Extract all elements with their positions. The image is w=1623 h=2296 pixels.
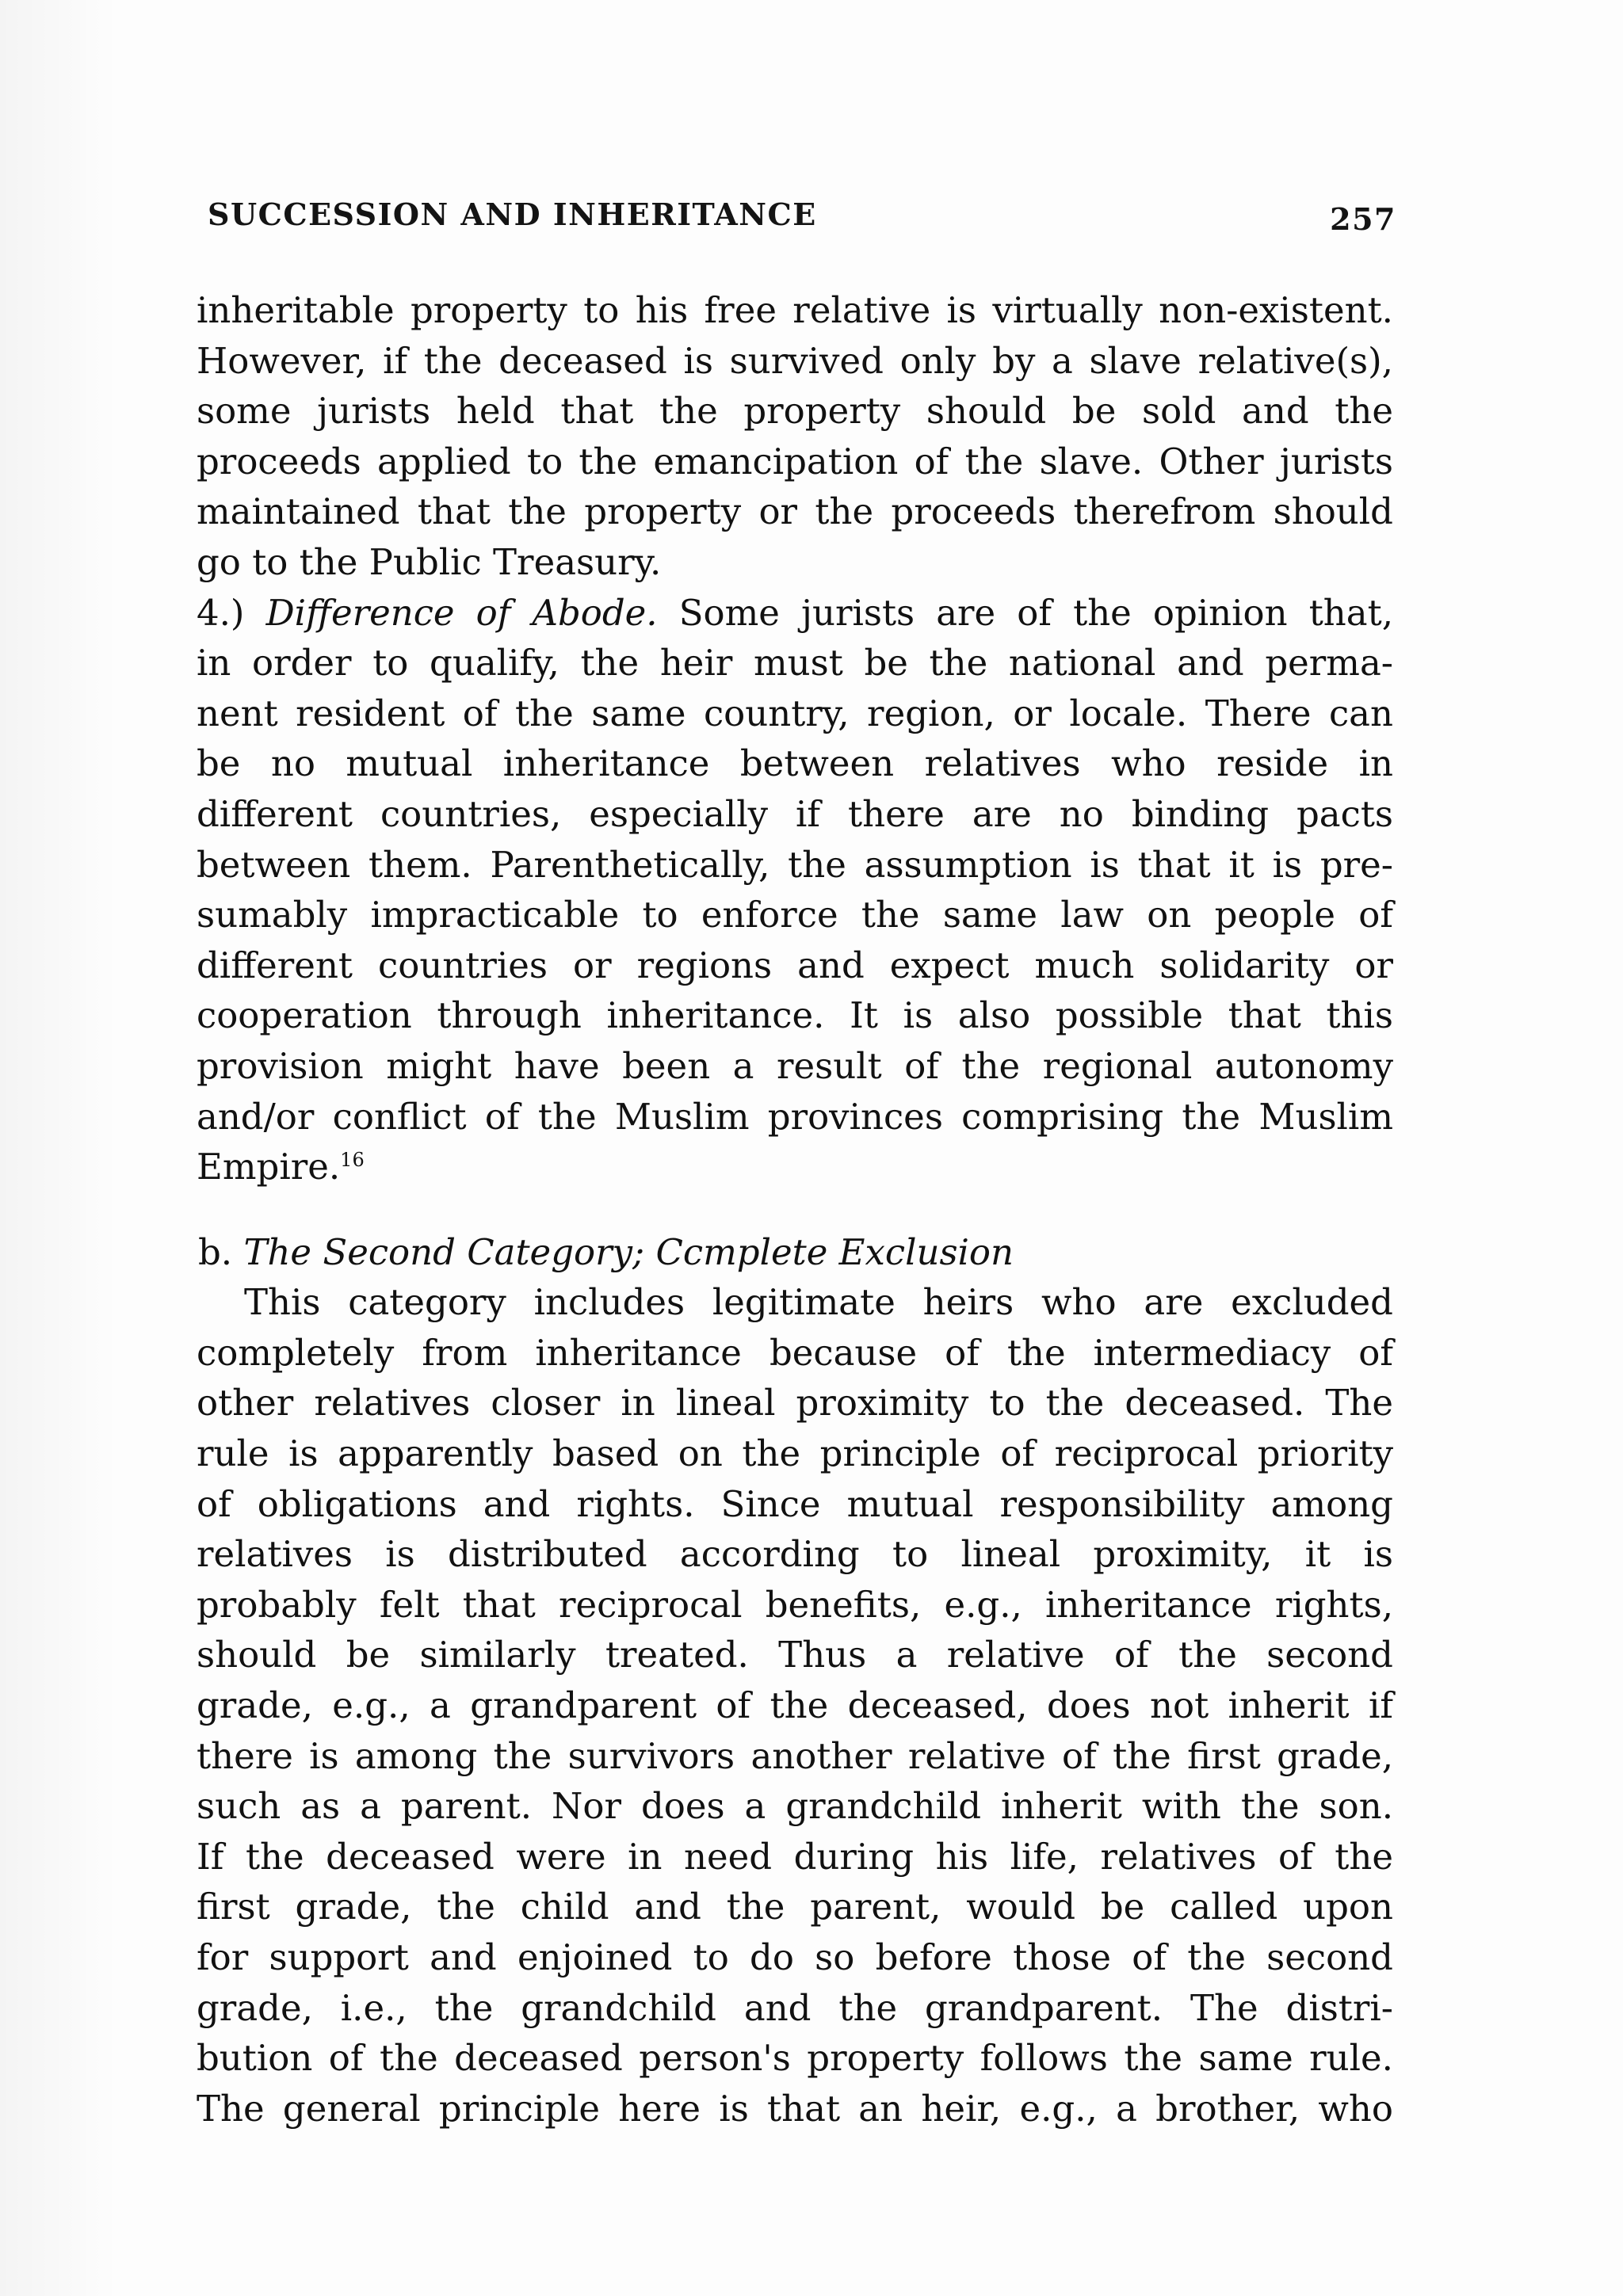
paragraph-difference-of-abode (197, 588, 1393, 1192)
text-line: go to the Public Treasury. (197, 540, 662, 583)
text-line: there is among the survivors another relative of the first grade, (197, 1734, 1393, 1777)
text-line: This category includes legitimate heirs who are excluded (244, 1281, 1393, 1324)
text-line: provision might have been a result of the regional autonomy (197, 1044, 1393, 1087)
text-line: proceeds applied to the emancipation of the slave. Other jurists (197, 440, 1393, 482)
text-line: grade, e.g., a grandparent of the deceased, does not inherit if (197, 1684, 1393, 1727)
text-line: such as a parent. Nor does a grandchild inherit with the son. (197, 1785, 1393, 1828)
text-line: relatives is distributed according to lineal proximity, it is (197, 1533, 1393, 1576)
text-line: and/or conflict of the Muslim provinces comprising the Muslim (197, 1095, 1393, 1138)
text-line: cooperation through inheritance. It is also possible that this (197, 994, 1393, 1037)
text-line: maintained that the property or the proceeds therefrom should (197, 490, 1393, 533)
text-line: The general principle here is that an heir, e.g., a brother, who (197, 2087, 1393, 2130)
text-line: completely from inheritance because of the intermediacy of (197, 1331, 1393, 1374)
text-line: between them. Parenthetically, the assumption is that it is pre- (197, 843, 1393, 886)
scan-edge-shading (0, 0, 119, 2296)
text-line: different countries or regions and expect much solidarity or (197, 944, 1393, 986)
text-line: grade, i.e., the grandchild and the grandparent. The distri- (197, 1986, 1393, 2029)
text-line: be no mutual inheritance between relatives who reside in (197, 742, 1393, 785)
text-line (197, 1142, 1393, 1192)
text-line (197, 588, 1393, 639)
text-line: If the deceased were in need during his life, relatives of the (197, 1835, 1393, 1878)
section-spacer (197, 1192, 1393, 1227)
text-line: inheritable property to his free relative is virtually non-existent. (197, 289, 1393, 331)
running-header (208, 196, 1396, 244)
item-first-line-text: Some jurists are of the opinion that, (678, 591, 1393, 634)
item-heading: Difference of Abode. (265, 591, 658, 634)
last-line-text: Empire. (197, 1146, 341, 1188)
text-line: other relatives closer in lineal proximity to the deceased. The (197, 1382, 1393, 1425)
text-line: nent resident of the same country, region, or locale. There can (197, 692, 1393, 734)
text-line: bution of the deceased person's property follows the same rule. (197, 2037, 1393, 2080)
text-line: first grade, the child and the parent, would be called upon (197, 1886, 1393, 1928)
section-heading-text: The Second Category; Ccmplete Exclusion (243, 1230, 1014, 1273)
text-line: probably felt that reciprocal benefits, e.g., inheritance rights, (197, 1583, 1393, 1626)
section-second-category (197, 1227, 1393, 2134)
text-line: some jurists held that the property should be sold and the (197, 390, 1393, 433)
text-line: should be similarly treated. Thus a relative of the second (197, 1634, 1393, 1676)
footnote-reference: 16 (340, 1149, 365, 1172)
text-line: for support and enjoined to do so before those of the second (197, 1936, 1393, 1978)
paragraph-slave-relative (197, 285, 1393, 588)
text-line: rule is apparently based on the principle of reciprocal priority (197, 1432, 1393, 1475)
running-head-title: SUCCESSION AND INHERITANCE (208, 196, 817, 232)
text-line: However, if the deceased is survived only by a slave relative(s), (197, 339, 1393, 382)
text-line: of obligations and rights. Since mutual responsibility among (197, 1482, 1393, 1525)
text-line: sumably impracticable to enforce the same law on people of (197, 894, 1393, 936)
text-line: different countries, especially if there are no binding pacts (197, 792, 1393, 835)
section-heading (197, 1227, 1393, 1278)
body-text (197, 285, 1393, 2134)
text-line: in order to qualify, the heir must be the national and perma- (197, 642, 1393, 685)
section-label: b. (198, 1230, 233, 1273)
item-number: 4.) (197, 591, 245, 634)
page-number: 257 (1330, 201, 1396, 237)
